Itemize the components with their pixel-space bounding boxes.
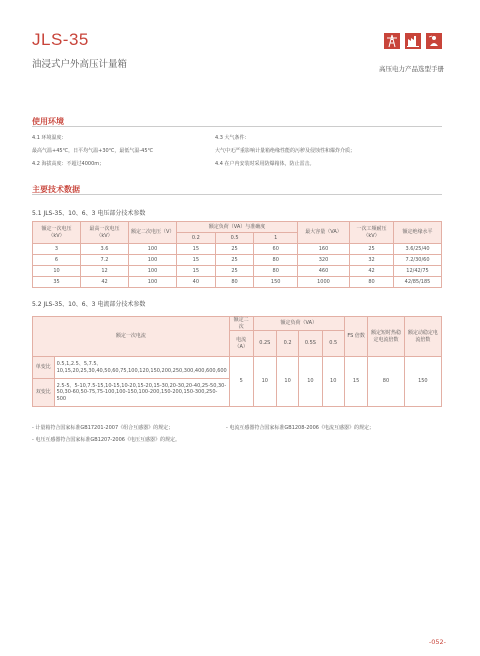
cell: 25 bbox=[215, 244, 254, 255]
power-worker-icon bbox=[426, 33, 442, 49]
section-divider bbox=[32, 126, 442, 127]
th-insulation-level: 额定绝缘水平 bbox=[394, 222, 442, 244]
th-max-capacity: 最大容量（VA） bbox=[298, 222, 350, 244]
cell: 150 bbox=[404, 357, 441, 407]
cell: 12/42/75 bbox=[394, 266, 442, 277]
cell: 60 bbox=[254, 244, 298, 255]
th-primary-voltage: 额定一次电压（kV） bbox=[33, 222, 81, 244]
factory-icon bbox=[405, 33, 421, 49]
th-class-02s: 0.2S bbox=[253, 331, 276, 357]
cell: 15 bbox=[177, 255, 216, 266]
cell: 3.6 bbox=[81, 244, 129, 255]
env-item-6: 4.4 在户内安装时采用防爆箱体，防止雷击。 bbox=[215, 161, 315, 167]
cell: 15 bbox=[344, 357, 367, 407]
cell: 80 bbox=[368, 357, 404, 407]
cell: 10 bbox=[299, 357, 322, 407]
th-thermal: 额定短时热稳定电流倍数 bbox=[368, 317, 404, 357]
table-row bbox=[33, 244, 442, 255]
env-item-1: 4.1 环境温度： bbox=[32, 135, 67, 141]
cell: 3.6/25/40 bbox=[394, 244, 442, 255]
cell: 32 bbox=[350, 255, 394, 266]
cell: 25 bbox=[215, 266, 254, 277]
cell: 25 bbox=[215, 255, 254, 266]
model-title: JLS-35 bbox=[32, 30, 89, 49]
note-2: - 电压互感器符合国家标准GB1207-2006《电压互感器》的规定。 bbox=[32, 437, 180, 443]
env-item-2: 最高气温+45℃，日平均气温+30℃，最低气温-45℃ bbox=[32, 148, 154, 154]
table-row bbox=[33, 277, 442, 288]
cell: 1000 bbox=[298, 277, 350, 288]
cell: 12 bbox=[81, 266, 129, 277]
th-fs: FS 倍数 bbox=[344, 317, 367, 357]
cell: 35 bbox=[33, 277, 81, 288]
cell: 80 bbox=[254, 266, 298, 277]
cell: 15 bbox=[177, 244, 216, 255]
cell: 42/85/185 bbox=[394, 277, 442, 288]
table-row bbox=[33, 357, 442, 379]
header-icons bbox=[384, 33, 442, 49]
cell: 10 bbox=[33, 266, 81, 277]
env-item-3: 4.2 海拔高度：不超过4000m； bbox=[32, 161, 105, 167]
cell: 6 bbox=[33, 255, 81, 266]
th-dynamic: 额定动稳定电流倍数 bbox=[404, 317, 441, 357]
cell: 5 bbox=[229, 357, 253, 407]
th-max-primary-voltage: 最高一次电压（kV） bbox=[81, 222, 129, 244]
env-item-4: 4.3 大气条件： bbox=[215, 135, 250, 141]
cell: 100 bbox=[129, 277, 177, 288]
cell: 160 bbox=[298, 244, 350, 255]
section-title-tech: 主要技术数据 bbox=[32, 185, 80, 194]
cell: 80 bbox=[350, 277, 394, 288]
cell: 42 bbox=[350, 266, 394, 277]
subsection-current: 5.2 JLS-35、10、6、3 电流部分技术参数 bbox=[32, 301, 146, 308]
cell: 42 bbox=[81, 277, 129, 288]
th-power-freq-voltage: 一次工频耐压（kV） bbox=[350, 222, 394, 244]
env-item-5: 大气中无严重影响计量箱绝缘性能的污秽及侵蚀性和爆炸介质； bbox=[215, 148, 356, 154]
cell: 10 bbox=[276, 357, 298, 407]
th-class-05: 0.5 bbox=[215, 233, 254, 244]
cell: 100 bbox=[129, 255, 177, 266]
cell: 3 bbox=[33, 244, 81, 255]
cell: 25 bbox=[350, 244, 394, 255]
current-values-double: 2.5-5、5-10,7.5-15,10-15,10-20,15-20,15-30,20-30,20-40,25-50,30-50,30-60,50-75,75-100,100-150,100-200,150-200,150-300,250-500 bbox=[54, 379, 229, 407]
cell: 80 bbox=[215, 277, 254, 288]
note-3: - 电流互感器符合国家标准GB1208-2006《电流互感器》的规定； bbox=[226, 425, 374, 431]
current-values-single: 0.5,1,2.5、5,7.5、10,15,20,25,30,40,50,60,75,100,120,150,200,250,300,400,600,600 bbox=[54, 357, 229, 379]
section-title-environment: 使用环境 bbox=[32, 117, 64, 126]
manual-title: 高压电力产品选型手册 bbox=[379, 65, 444, 73]
cell: 320 bbox=[298, 255, 350, 266]
product-name: 油浸式户外高压计量箱 bbox=[32, 59, 128, 70]
th-current-a: 电流（A） bbox=[229, 331, 253, 357]
cell: 150 bbox=[254, 277, 298, 288]
ratio-type-double: 双变比 bbox=[33, 379, 55, 407]
section-divider bbox=[32, 194, 442, 195]
cell: 7.2 bbox=[81, 255, 129, 266]
th-class-02: 0.2 bbox=[276, 331, 298, 357]
th-rated-output: 额定负荷（VA）与准确度 bbox=[177, 222, 298, 233]
note-1: - 计量箱符合国家标准GB17201-2007《组合互感器》的规定； bbox=[32, 425, 174, 431]
cell: 40 bbox=[177, 277, 216, 288]
cell: 100 bbox=[129, 266, 177, 277]
cell: 7.2/30/60 bbox=[394, 255, 442, 266]
th-class-05s: 0.5S bbox=[299, 331, 322, 357]
th-class-05: 0.5 bbox=[322, 331, 344, 357]
subsection-voltage: 5.1 JLS-35、10、6、3 电压部分技术参数 bbox=[32, 210, 146, 217]
th-rated-output: 额定负荷（VA） bbox=[253, 317, 344, 331]
cell: 10 bbox=[253, 357, 276, 407]
th-secondary-voltage: 额定二次电压（V） bbox=[129, 222, 177, 244]
ratio-type-single: 单变比 bbox=[33, 357, 55, 379]
table-row bbox=[33, 255, 442, 266]
cell: 100 bbox=[129, 244, 177, 255]
th-class-02: 0.2 bbox=[177, 233, 216, 244]
page-number: -052- bbox=[428, 638, 446, 646]
cell: 80 bbox=[254, 255, 298, 266]
cell: 460 bbox=[298, 266, 350, 277]
cell: 10 bbox=[322, 357, 344, 407]
table-row bbox=[33, 266, 442, 277]
current-params-table bbox=[32, 316, 442, 407]
th-class-1: 1 bbox=[254, 233, 298, 244]
voltage-params-table bbox=[32, 221, 442, 288]
th-primary-current: 额定一次电流 bbox=[33, 317, 230, 357]
cell: 15 bbox=[177, 266, 216, 277]
th-secondary-current: 额定二次 bbox=[229, 317, 253, 331]
tower-icon bbox=[384, 33, 400, 49]
